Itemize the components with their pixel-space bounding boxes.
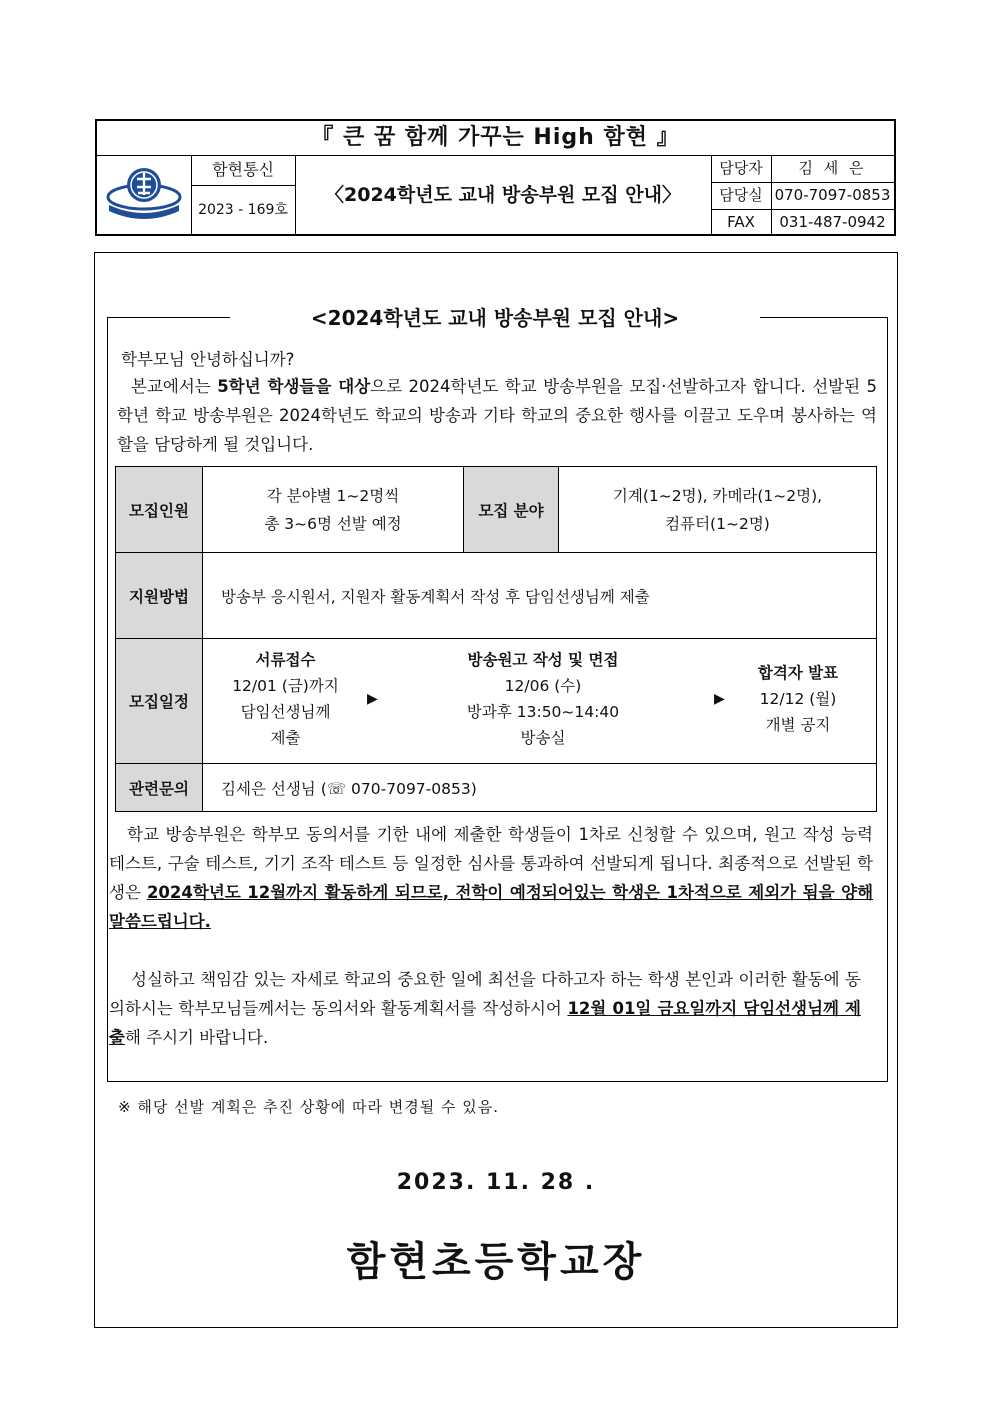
schedule-step-3 <box>733 660 863 738</box>
doc-meta <box>191 155 296 234</box>
body2-underlined: 12월 01일 금요일까지 담임선생님께 제출 <box>109 999 861 1047</box>
inquiry-value: 김세은 선생님 (☏ 070-7097-0853) <box>203 764 877 812</box>
intro-bold: 5학년 학생들을 대상 <box>217 377 371 396</box>
step-date: 12/06 (수) <box>504 677 582 695</box>
issue-date: 2023. 11. 28 . <box>396 1170 596 1195</box>
doc-type: 함현통신 <box>191 155 295 186</box>
schedule-step-2 <box>428 647 658 751</box>
step-title: 서류접수 <box>255 651 316 669</box>
contact-value: 김 세 은 <box>798 159 867 177</box>
contact-value: 031-487-0942 <box>779 213 886 231</box>
table-row <box>116 639 877 764</box>
recruit-count-value <box>203 467 464 553</box>
arrow-icon: ▶ <box>714 691 725 707</box>
school-slogan: 『 큰 꿈 함께 가꾸는 High 함현 』 <box>97 121 894 156</box>
contact-key: 담당실 <box>711 182 772 209</box>
contact-key: 담당자 <box>711 155 772 182</box>
body-paragraph-2 <box>109 965 861 1052</box>
step-detail: 제출 <box>270 729 301 747</box>
apply-label: 지원방법 <box>116 553 203 639</box>
contact-row-fax <box>711 209 894 236</box>
contact-row-person <box>711 155 894 183</box>
contact-row-phone <box>711 182 894 210</box>
greeting: 학부모님 안녕하십니까? <box>121 350 295 369</box>
step-date: 12/01 (금)까지 <box>232 677 339 695</box>
principal-signature: 함현초등학교장 <box>346 1239 646 1285</box>
school-logo-icon <box>97 155 191 236</box>
doc-number: 2023 - 169호 <box>198 202 288 218</box>
contact-info <box>711 155 894 234</box>
arrow-icon: ▶ <box>367 691 378 707</box>
recruit-count-line1: 각 분야별 1~2명씩 <box>266 486 400 505</box>
intro-text-1: 본교에서는 <box>131 377 218 396</box>
body1-text: 학교 방송부원은 학부모 동의서를 기한 내에 제출한 학생들이 1차로 신청할 수 있으며, 원고 작성 능력 테스트, 구술 테스트, 기기 조작 테스트 등 일정한 심사를 통과하여 선발되게 됩니다. 최종적으로 선발된 학생은 <box>109 825 873 902</box>
field-line2: 컴퓨터(1~2명) <box>665 514 770 533</box>
field-label: 모집 분야 <box>464 467 559 553</box>
schedule-step-1 <box>203 647 368 751</box>
body1-underlined: 2024학년도 12월까지 활동하게 되므로, 전학이 예정되어있는 학생은 1차적으로 제외가 됨을 양해 말씀드립니다. <box>109 883 874 931</box>
body2-tail: 해 주시기 바랍니다. <box>124 1028 269 1047</box>
step-detail: 개별 공지 <box>765 716 831 734</box>
schedule-flow <box>203 639 876 763</box>
body2-text: 성실하고 책임감 있는 자세로 학교의 중요한 일에 최선을 다하고자 하는 학생 본인과 이러한 활동에 동의하시는 학부모님들께서는 동의서와 활동계획서를 작성하시어 <box>109 970 861 1018</box>
table-row <box>116 764 877 812</box>
school-logo-cell <box>97 155 192 234</box>
step-detail: 방송실 <box>520 729 566 747</box>
step-date: 12/12 (월) <box>759 690 837 708</box>
inquiry-label: 관련문의 <box>116 764 203 812</box>
step-detail: 담임선생님께 <box>240 703 331 721</box>
intro-text-2: 으로 2024학년도 학교 방송부원을 모집·선발하고자 합니다. 선발된 5학년 학교 방송부원은 2024학년도 학교의 방송과 기타 학교의 중요한 행사를 이끌고 도우며 봉사하는 역할을 담당하게 될 것입니다. <box>117 377 878 454</box>
apply-value: 방송부 응시원서, 지원자 활동계획서 작성 후 담임선생님께 제출 <box>203 553 877 639</box>
field-line1: 기계(1~2명), 카메라(1~2명), <box>612 486 823 505</box>
intro-paragraph <box>117 372 877 459</box>
footnote: ※ 해당 선발 계획은 추진 상황에 따라 변경될 수 있음. <box>118 1098 500 1116</box>
recruit-count-line2: 총 3~6명 선발 예정 <box>264 514 402 533</box>
table-row <box>116 467 877 553</box>
notice-title: <2024학년도 교내 방송부원 모집 안내> <box>230 300 760 336</box>
doc-title: 〈2024학년도 교내 방송부원 모집 안내〉 <box>295 155 712 234</box>
schedule-cell <box>203 639 877 764</box>
schedule-label: 모집일정 <box>116 639 203 764</box>
recruit-count-label: 모집인원 <box>116 467 203 553</box>
contact-value: 070-7097-0853 <box>774 186 891 204</box>
table-row <box>116 553 877 639</box>
field-value <box>559 467 877 553</box>
body-paragraph-1 <box>109 820 873 936</box>
recruit-table <box>115 466 877 812</box>
step-detail: 방과후 13:50~14:40 <box>466 703 620 721</box>
document-header <box>95 119 896 236</box>
step-title: 합격자 발표 <box>757 664 839 682</box>
step-title: 방송원고 작성 및 면접 <box>467 651 619 669</box>
contact-key: FAX <box>711 209 772 236</box>
